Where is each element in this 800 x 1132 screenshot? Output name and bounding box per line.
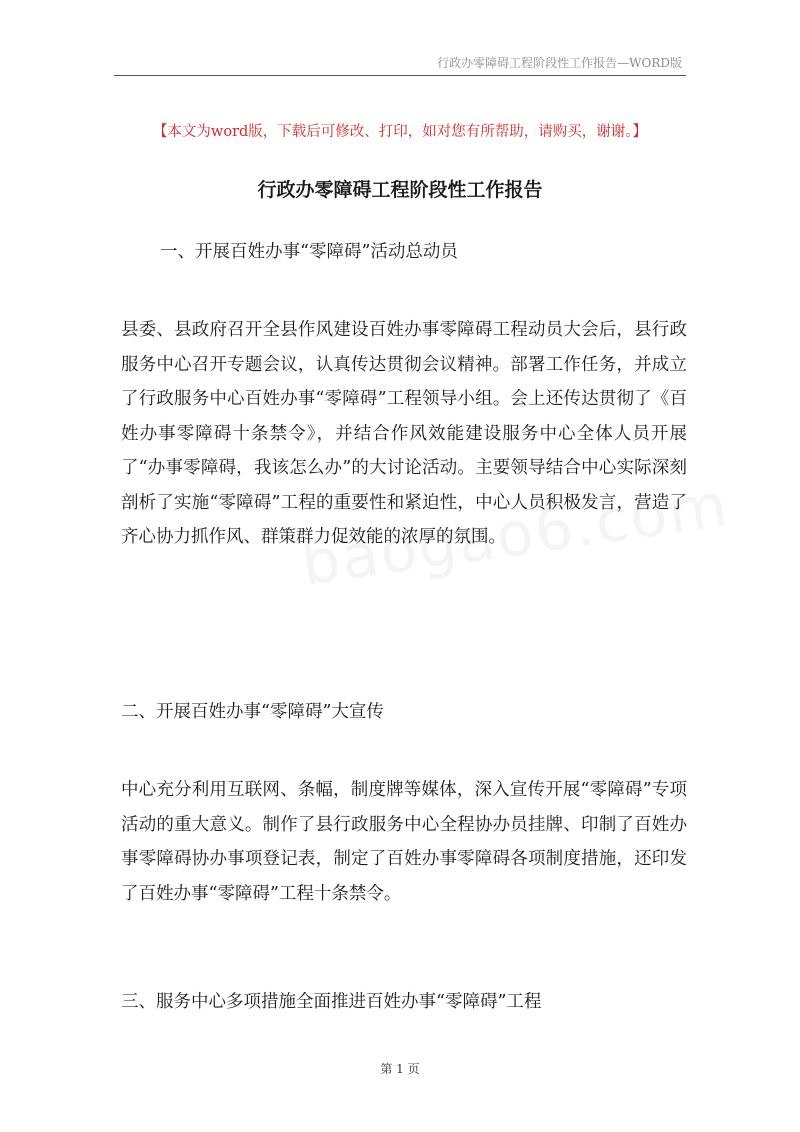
- section-heading-1: 一、开展百姓办事“零障碍”活动总动员: [160, 242, 458, 262]
- section-heading-2: 二、开展百姓办事“零障碍”大宣传: [121, 702, 384, 722]
- section-paragraph-1: 县委、县政府召开全县作风建设百姓办事零障碍工程动员大会后，县行政服务中心召开专题会议，认真传达贯彻会议精神。部署工作任务，并成立了行政服务中心百姓办事“零障碍”工程领导小组。会上还传达贯彻了《百姓办事零障碍十条禁令》，并结合作风效能建设服务中心全体人员开展了“办事零障碍，我该怎么办”的大讨论活动。主要领导结合中心实际深刻剖析了实施“零障碍”工程的重要性和紧迫性，中心人员积极发言，营造了齐心协力抓作风、群策群力促效能的浓厚的氛围。: [121, 320, 687, 547]
- header-document-title: 行政办零障碍工程阶段性工作报告—WORD版: [437, 56, 682, 70]
- header-divider: [114, 75, 686, 76]
- section-paragraph-2: 中心充分利用互联网、条幅，制度牌等媒体，深入宣传开展“零障碍”专项活动的重大意义。制作了县行政服务中心全程协办员挂牌、印制了百姓办事零障碍协办事项登记表，制定了百姓办事零障碍各项制度措施，还印发了百姓办事“零障碍”工程十条禁令。: [121, 780, 687, 904]
- page-number: 第 1 页: [380, 1062, 420, 1076]
- purchase-notice: 【本文为word版，下载后可修改、打印，如对您有所帮助，请购买，谢谢。】: [152, 124, 648, 140]
- section-heading-3: 三、服务中心多项措施全面推进百姓办事“零障碍”工程: [121, 992, 542, 1012]
- document-title: 行政办零障碍工程阶段性工作报告: [257, 179, 543, 201]
